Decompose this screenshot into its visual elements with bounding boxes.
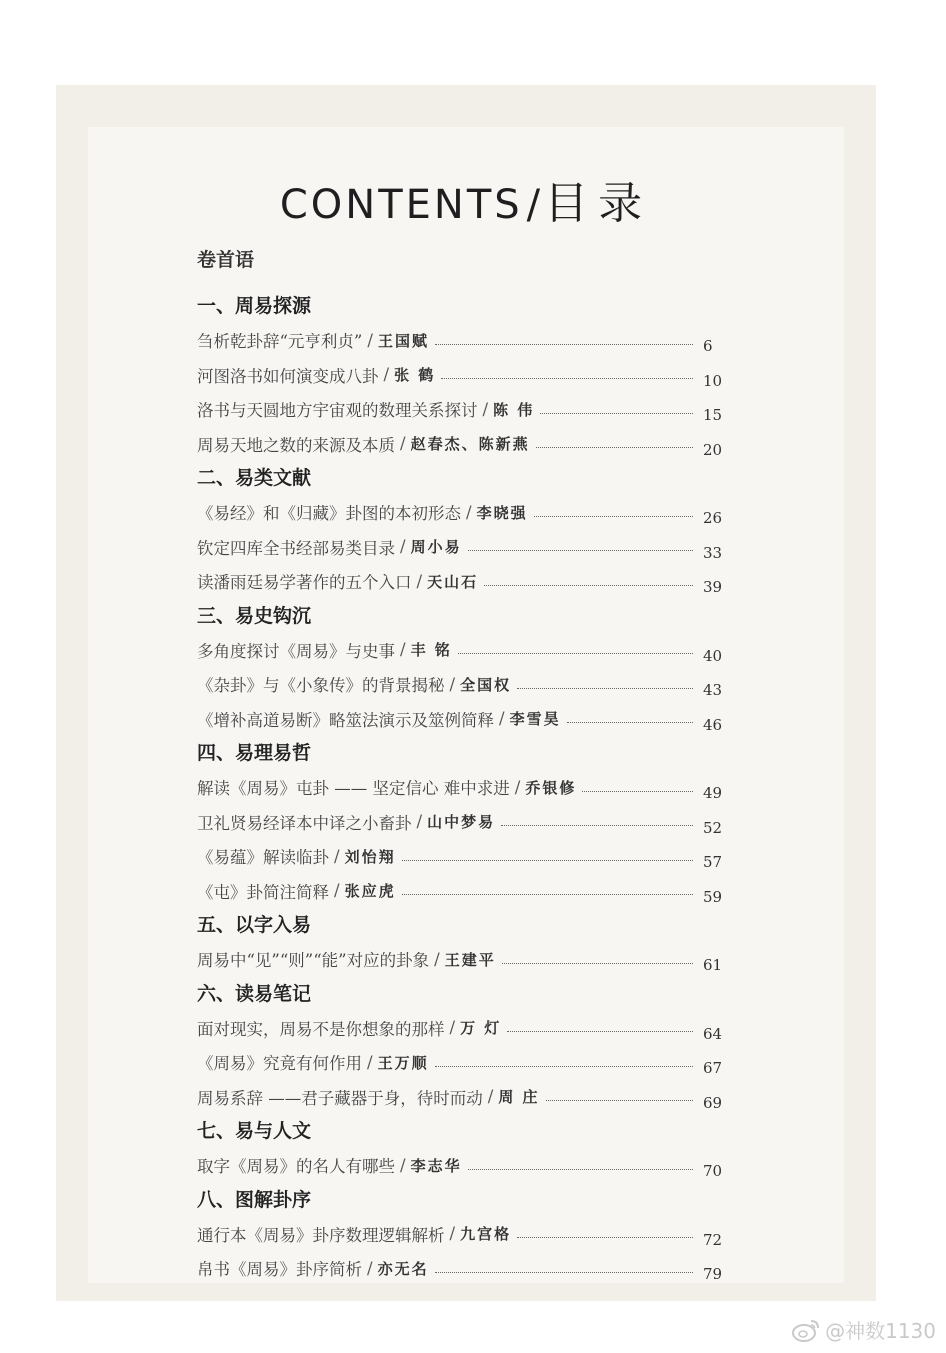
toc-entry (197, 495, 727, 530)
entry-separator: / (514, 777, 521, 797)
section-heading: 七、易与人文 (197, 1120, 312, 1142)
entry-title: 钦定四库全书经部易类目录 (197, 538, 395, 558)
entry-separator: / (334, 846, 340, 866)
entry-page-number: 26 (703, 509, 723, 528)
entry-author: 王建平 (444, 950, 496, 969)
title-english: CONTENTS (279, 182, 523, 228)
entry-author: 丰 铭 (410, 641, 452, 660)
entry-page-number: 64 (703, 1024, 723, 1043)
entry-separator: / (367, 330, 373, 350)
toc-entry (197, 530, 727, 565)
entry-title: 多角度探讨《周易》与史事 (197, 641, 395, 661)
page-frame (56, 85, 876, 1301)
toc-entry (197, 1251, 727, 1286)
entry-separator: / (449, 1018, 456, 1038)
entry-title: 卫礼贤易经译本中译之小畜卦 (197, 813, 412, 833)
toc-entry (197, 633, 727, 668)
dot-leader (484, 585, 693, 586)
dot-leader (540, 413, 693, 414)
toc-entry (197, 770, 727, 805)
entry-title: 洛书与天圆地方宇宙观的数理关系探讨 (197, 401, 478, 421)
entry-author: 山中梦易 (427, 813, 496, 832)
toc-entry (197, 942, 727, 977)
entry-page-number: 43 (703, 681, 723, 700)
dot-leader (517, 688, 693, 689)
toc-entry (197, 427, 727, 462)
dot-leader (468, 1169, 693, 1170)
title-chinese: 目录 (544, 178, 653, 229)
watermark (791, 1315, 936, 1344)
entry-author: 亦无名 (377, 1259, 429, 1278)
toc-entry (197, 358, 727, 393)
dot-leader (536, 447, 693, 448)
dot-leader (435, 344, 693, 345)
entry-title: 周易天地之数的来源及本质 (197, 435, 395, 455)
toc-entry (197, 805, 727, 840)
entry-author: 周小易 (410, 538, 462, 557)
entry-separator: / (466, 502, 472, 522)
entry-separator: / (334, 881, 340, 901)
entry-separator: / (434, 949, 440, 969)
entry-separator: / (449, 674, 456, 694)
entry-separator: / (367, 1258, 373, 1278)
dot-leader (567, 722, 693, 723)
entry-title: 周易中“见”“则”“能”对应的卦象 (197, 951, 430, 971)
entry-title: 帛书《周易》卦序简析 (197, 1260, 362, 1280)
entry-separator: / (400, 1155, 406, 1175)
dot-leader (517, 1237, 693, 1238)
dot-leader (582, 791, 693, 792)
entry-author: 赵春杰、陈新燕 (410, 435, 530, 454)
toc-entry (197, 323, 727, 358)
entry-author: 李雪昊 (509, 710, 561, 729)
contents-page (88, 127, 844, 1283)
dot-leader (435, 1272, 693, 1273)
entry-separator: / (499, 709, 505, 729)
section-heading: 六、读易笔记 (197, 982, 312, 1005)
toc-entry (197, 874, 727, 909)
entry-page-number: 70 (703, 1162, 723, 1181)
entry-author: 李志华 (410, 1156, 462, 1175)
entry-author: 张 鹤 (394, 366, 436, 385)
entry-title: 周易系辞 ——君子藏器于身，待时而动 (197, 1088, 483, 1108)
toc-entry (197, 1045, 727, 1080)
entry-separator: / (416, 812, 423, 832)
entry-separator: / (400, 537, 406, 557)
entry-separator: / (449, 1224, 456, 1244)
title-separator: / (526, 182, 541, 228)
toc-entry (197, 702, 727, 737)
preface-heading: 卷首语 (197, 249, 255, 271)
entry-title: 读潘雨廷易学著作的五个入口 (197, 573, 412, 593)
entry-page-number: 39 (703, 578, 723, 597)
dot-leader (458, 653, 693, 654)
entry-title: 取字《周易》的名人有哪些 (197, 1157, 395, 1177)
entry-title: 面对现实，周易不是你想象的那样 (197, 1019, 445, 1039)
entry-title: 解读《周易》屯卦 —— 坚定信心 难中求进 (197, 779, 510, 799)
entry-title: 通行本《周易》卦序数理逻辑解析 (197, 1225, 445, 1245)
entry-title: 《易蕴》解读临卦 (197, 848, 329, 868)
watermark-text: @神数1130 (825, 1319, 936, 1343)
entry-author: 刘怡翔 (344, 847, 396, 866)
toc-entry (197, 564, 727, 599)
dot-leader (402, 894, 693, 895)
section-heading: 三、易史钩沉 (197, 604, 312, 627)
dot-leader (546, 1100, 693, 1101)
section-heading: 二、易类文献 (197, 467, 312, 489)
entry-page-number: 20 (703, 440, 723, 459)
entry-page-number: 61 (703, 956, 723, 975)
dot-leader (534, 516, 693, 517)
toc-entry (197, 667, 727, 702)
dot-leader (501, 825, 693, 826)
entry-page-number: 72 (703, 1230, 723, 1249)
entry-page-number: 40 (703, 646, 723, 665)
entry-author: 周 庄 (498, 1088, 540, 1107)
entry-page-number: 6 (703, 337, 713, 356)
table-of-contents (197, 289, 727, 1286)
entry-page-number: 67 (703, 1059, 723, 1078)
dot-leader (502, 963, 693, 964)
entry-title: 《增补高道易断》略筮法演示及筮例简释 (197, 710, 494, 730)
dot-leader (468, 550, 693, 551)
entry-page-number: 52 (703, 818, 723, 837)
entry-title: 河图洛书如何演变成八卦 (197, 366, 379, 386)
page-title (88, 167, 844, 231)
entry-title: 刍析乾卦辞“元亨利贞” (197, 332, 363, 352)
entry-page-number: 49 (703, 784, 723, 803)
entry-page-number: 15 (703, 406, 723, 425)
entry-page-number: 10 (703, 371, 723, 390)
weibo-logo-icon (791, 1317, 821, 1343)
entry-page-number: 69 (703, 1093, 723, 1112)
section-heading: 一、周易探源 (197, 295, 312, 317)
dot-leader (507, 1031, 693, 1032)
toc-entry (197, 392, 727, 427)
entry-separator: / (367, 1052, 373, 1072)
entry-separator: / (487, 1087, 494, 1107)
entry-separator: / (416, 571, 423, 591)
entry-title: 《易经》和《归藏》卦图的本初形态 (197, 504, 461, 524)
entry-author: 万 灯 (460, 1019, 502, 1038)
toc-entry (197, 1080, 727, 1115)
entry-author: 张应虎 (344, 882, 396, 901)
entry-page-number: 46 (703, 715, 723, 734)
toc-entry (197, 1011, 727, 1046)
toc-entry (197, 1148, 727, 1183)
entry-author: 全国权 (460, 675, 512, 694)
entry-author: 王万顺 (377, 1053, 429, 1072)
section-heading: 五、以字入易 (197, 914, 312, 936)
entry-page-number: 33 (703, 543, 723, 562)
entry-author: 王国赋 (377, 331, 429, 350)
toc-entry (197, 839, 727, 874)
entry-page-number: 59 (703, 887, 723, 906)
entry-separator: / (400, 640, 406, 660)
dot-leader (402, 860, 693, 861)
dot-leader (435, 1066, 693, 1067)
entry-title: 《屯》卦简注简释 (197, 882, 329, 902)
entry-page-number: 79 (703, 1265, 723, 1284)
dot-leader (441, 378, 693, 379)
section-heading: 四、易理易哲 (197, 742, 312, 764)
entry-author: 陈 伟 (493, 400, 535, 419)
entry-separator: / (383, 365, 390, 385)
entry-separator: / (482, 399, 489, 419)
section-heading: 八、图解卦序 (197, 1188, 312, 1211)
entry-title: 《杂卦》与《小象传》的背景揭秘 (197, 676, 445, 696)
toc-entry (197, 1217, 727, 1252)
entry-author: 李晓强 (476, 503, 528, 522)
entry-title: 《周易》究竟有何作用 (197, 1054, 362, 1074)
entry-author: 天山石 (427, 572, 479, 591)
entry-author: 乔银修 (525, 778, 577, 797)
entry-author: 九宫格 (460, 1225, 512, 1244)
entry-separator: / (400, 434, 406, 454)
entry-page-number: 57 (703, 853, 723, 872)
